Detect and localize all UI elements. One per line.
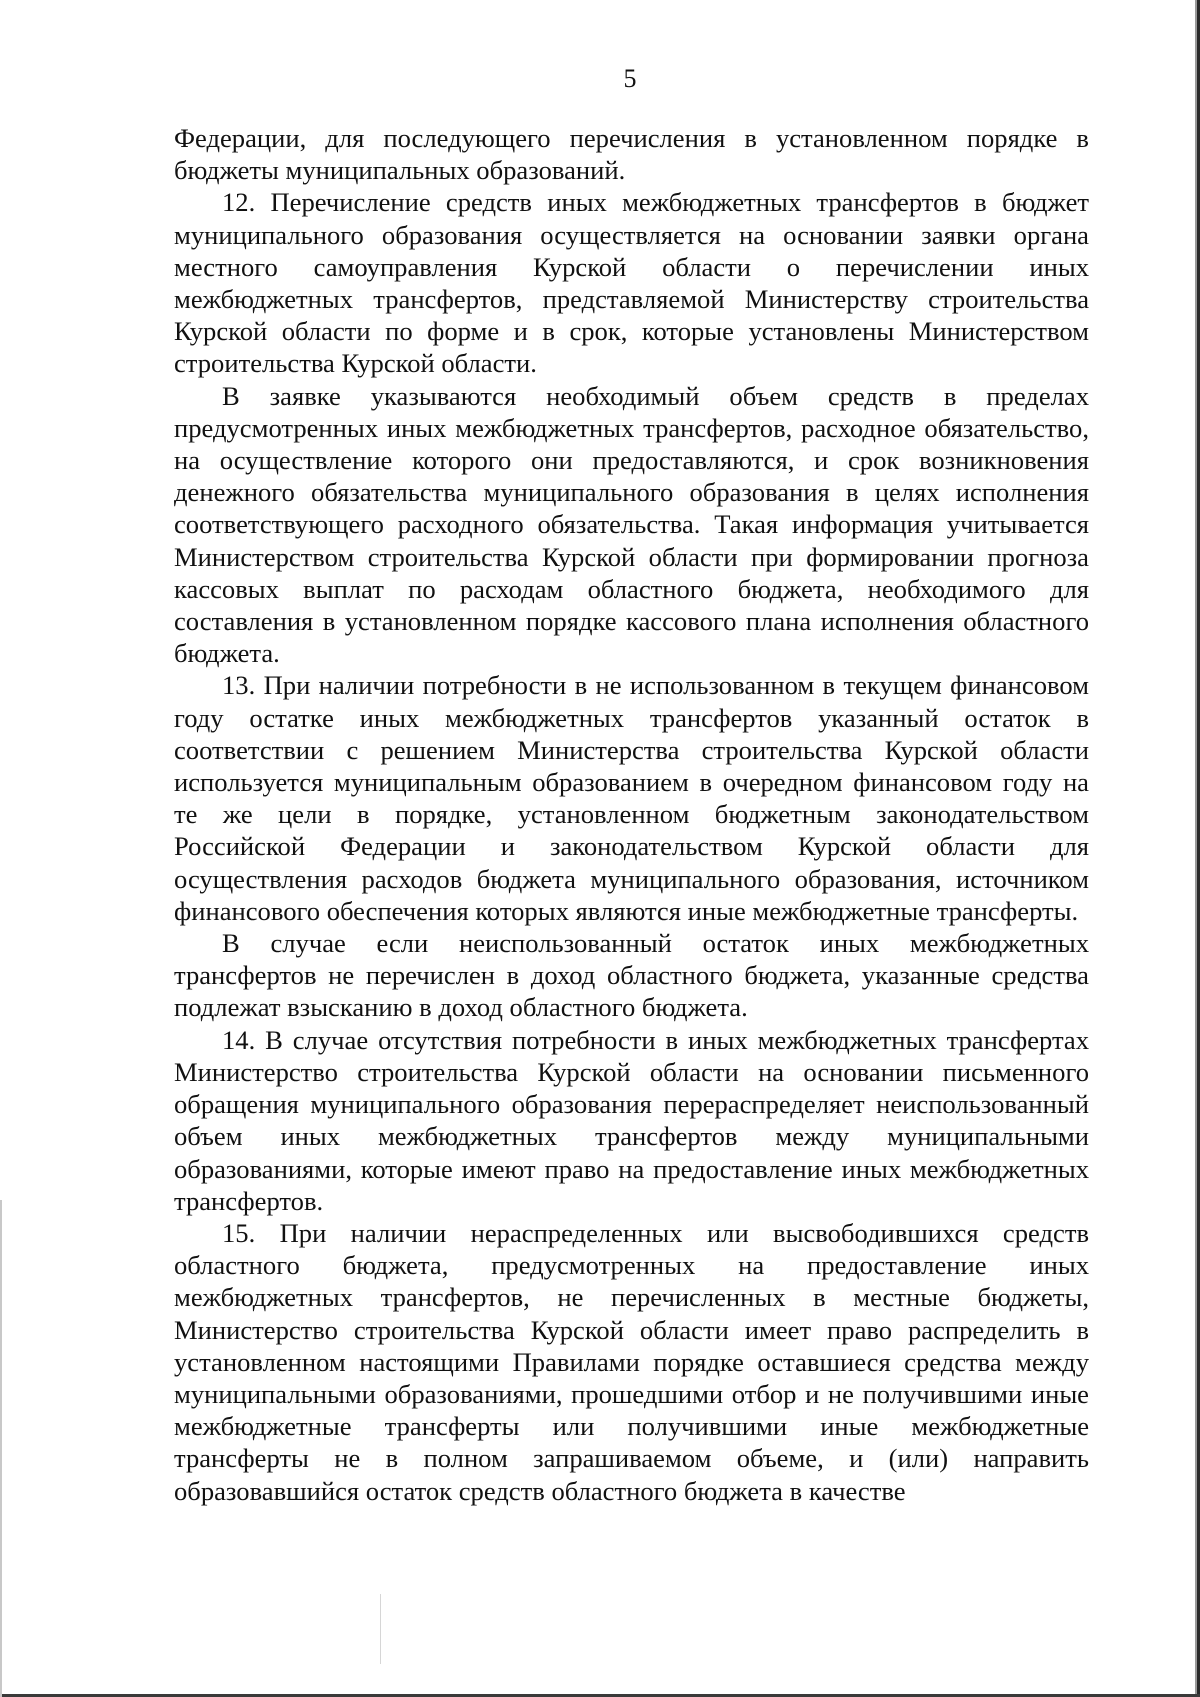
paragraph-item-13: 13. При наличии потребности в не использованном в текущем финансовом году остатке иных межбюджетных трансфертов указанный остаток в соответствии с решением Министерства строительства Курской области используется муниципальным образованием в очередном финансовом году на те же цели в порядке, установленном бюджетным законодательством Российской Федерации и законодательством Курской области для осуществления расходов бюджета муниципального образования, источником финансового обеспечения которых являются иные межбюджетные трансферты. <box>174 670 1089 926</box>
paragraph-continuation: Федерации, для последующего перечисления в установленном порядке в бюджеты муниципальных образований. <box>174 123 1089 186</box>
paragraph-item-14: 14. В случае отсутствия потребности в иных межбюджетных трансфертах Министерство строительства Курской области на основании письменного обращения муниципального образования перераспределяет неиспользованный объем иных межбюджетных трансфертов между муниципальными образованиями, которые имеют право на предоставление иных межбюджетных трансфертов. <box>174 1024 1089 1216</box>
page-number: 5 <box>623 64 637 93</box>
paragraph-item-15: 15. При наличии нераспределенных или высвободившихся средств областного бюджета, предусмотренных на предоставление иных межбюджетных трансфертов, не перечисленных в местные бюджеты, Министерство строительства Курской области имеет право распределить в установленном настоящими Правилами порядке оставшиеся средства между муниципальными образованиями, прошедшими отбор и не получившими иные межбюджетные трансферты или получившими иные межбюджетные трансферты не в полном запрашиваемом объеме, и (или) направить образовавшийся остаток средств областного бюджета в качестве <box>174 1217 1089 1506</box>
paragraph-application-details: В заявке указываются необходимый объем средств в пределах предусмотренных иных межбюджетных трансфертов, расходное обязательство, на осуществление которого они предоставляются, и срок возникновения денежного обязательства муниципального образования в целях исполнения соответствующего расходного обязательства. Такая информация учитывается Министерством строительства Курской области при формировании прогноза кассовых выплат по расходам областного бюджета, необходимого для составления в установленном порядке кассового плана исполнения областного бюджета. <box>174 380 1089 669</box>
paragraph-item-12: 12. Перечисление средств иных межбюджетных трансфертов в бюджет муниципального образования осуществляется на основании заявки органа местного самоуправления Курской области о перечислении иных межбюджетных трансфертов, представляемой Министерству строительства Курской области по форме и в срок, которые установлены Министерством строительства Курской области. <box>174 187 1089 379</box>
scan-edge-left <box>0 1200 2 1697</box>
scan-artifact-line <box>380 1594 381 1664</box>
document-body <box>174 122 1089 1507</box>
paragraph-unused-remainder: В случае если неиспользованный остаток иных межбюджетных трансфертов не перечислен в доход областного бюджета, указанные средства подлежат взысканию в доход областного бюджета. <box>174 928 1089 1023</box>
